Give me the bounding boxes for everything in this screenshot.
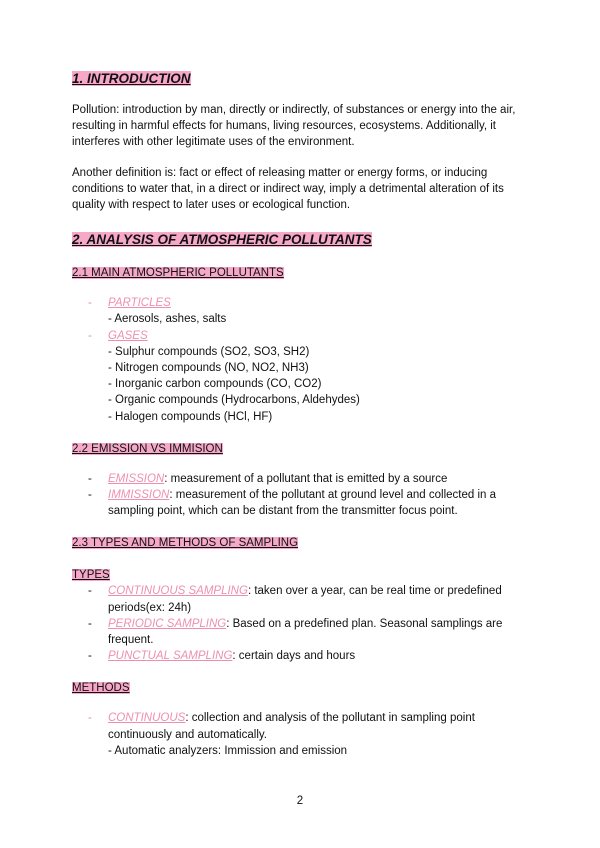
list-item-continuous — [72, 710, 534, 759]
emission-list — [72, 471, 534, 520]
sub-item: - Inorganic carbon compounds (CO, CO2) — [108, 378, 322, 391]
bullet-dash: - — [88, 297, 92, 310]
bullet-dash: - — [88, 489, 92, 502]
heading-introduction: 1. INTRODUCTION — [72, 71, 191, 86]
list-item-periodic-sampling — [72, 616, 534, 648]
definition-text: : certain days and hours — [232, 650, 356, 663]
term-punctual-sampling: PUNCTUAL SAMPLING — [108, 650, 233, 663]
bullet-dash: - — [88, 585, 92, 598]
methods-heading: METHODS — [72, 682, 130, 695]
document-page — [72, 70, 534, 759]
definition-text: : measurement of a pollutant that is emitted by a source — [164, 472, 448, 485]
methods-list — [72, 710, 534, 759]
sub-item: - Halogen compounds (HCl, HF) — [108, 410, 273, 423]
sub-item: - Aerosols, ashes, salts — [108, 313, 227, 326]
section-1-heading — [72, 70, 534, 88]
intro-paragraph-1: Pollution: introduction by man, directly or indirectly, of substances or energy into the air, resulting in harmful effects for humans, living resources, ecosystems. Additionally, it interferes with other legitimate uses of the environment. — [72, 104, 516, 149]
page-number: 2 — [296, 795, 304, 807]
term-periodic-sampling: PERIODIC SAMPLING — [108, 617, 227, 630]
bullet-dash: - — [88, 329, 92, 342]
list-item-punctual-sampling — [72, 648, 534, 664]
pollutants-list — [72, 295, 534, 425]
section-2-3-heading: 2.3 TYPES AND METHODS OF SAMPLING — [72, 537, 299, 550]
types-heading: TYPES — [72, 569, 110, 582]
definition-text: : collection and analysis of the pollutant in sampling point continuously and automatically. — [108, 712, 475, 741]
list-item-immission — [72, 487, 534, 519]
term-continuous: CONTINUOUS — [108, 712, 186, 725]
definition-text: : taken over a year, can be real time or predefined periods(ex: 24h) — [108, 585, 502, 614]
term-immission: IMMISSION — [108, 489, 170, 502]
bullet-dash: - — [88, 712, 92, 725]
term-continuous-sampling: CONTINUOUS SAMPLING — [108, 585, 248, 598]
section-2-2-heading: 2.2 EMISSION VS IMMISION — [72, 442, 223, 455]
term-particles: PARTICLES — [108, 297, 171, 310]
list-item-continuous-sampling — [72, 583, 534, 615]
intro-paragraph-2: Another definition is: fact or effect of releasing matter or energy forms, or inducing conditions to water that, in a direct or indirect way, imply a detrimental alteration of its quality with respect to later uses or ecological function. — [72, 166, 504, 212]
sub-item: - Automatic analyzers: Immission and emission — [108, 744, 348, 757]
definition-text: : measurement of the pollutant at ground level and collected in a sampling point, which can be distant from the transmitter focus point. — [108, 489, 497, 518]
heading-analysis: 2. ANALYSIS OF ATMOSPHERIC POLLUTANTS — [72, 232, 372, 248]
sub-item: - Organic compounds (Hydrocarbons, Aldehydes) — [108, 394, 360, 407]
term-gases: GASES — [108, 329, 148, 342]
types-list — [72, 583, 534, 664]
list-item-gases — [72, 328, 534, 425]
sub-item: - Nitrogen compounds (NO, NO2, NH3) — [108, 362, 309, 375]
term-emission: EMISSION — [108, 472, 165, 485]
definition-text: : Based on a predefined plan. Seasonal samplings are frequent. — [108, 617, 503, 647]
bullet-dash: - — [88, 650, 92, 663]
section-2-heading — [72, 231, 534, 249]
list-item-emission — [72, 471, 534, 487]
bullet-dash: - — [88, 617, 92, 630]
sub-item: - Sulphur compounds (SO2, SO3, SH2) — [108, 345, 310, 358]
section-2-1-heading: 2.1 MAIN ATMOSPHERIC POLLUTANTS — [72, 267, 284, 280]
list-item-particles — [72, 295, 534, 327]
bullet-dash: - — [88, 472, 92, 485]
